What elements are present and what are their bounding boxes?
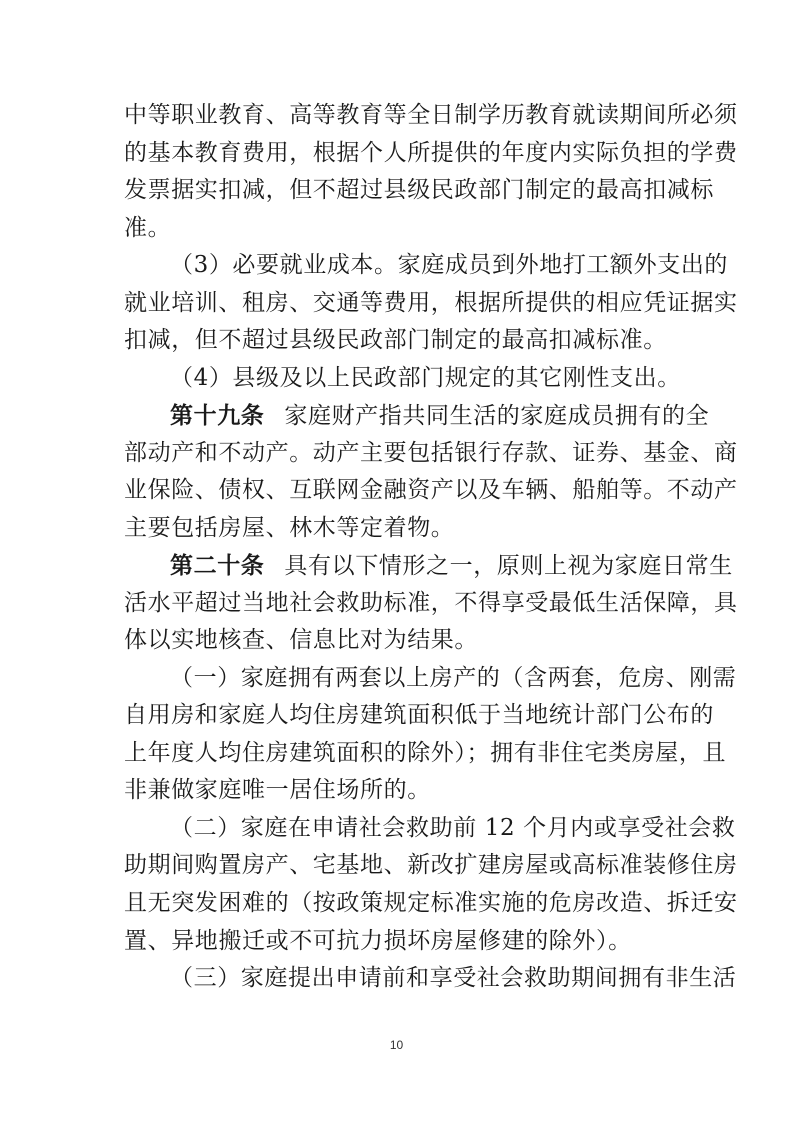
- text-line: （一）家庭拥有两套以上房产的（含两套，危房、刚需: [170, 664, 737, 691]
- article-heading: 第十九条: [170, 402, 265, 430]
- text-line: 非兼做家庭唯一居住场所的。: [124, 777, 431, 804]
- text-line: 扣减，但不超过县级民政部门制定的最高扣减标准。: [124, 327, 667, 354]
- text-line: 置、异地搬迁或不可抗力损坏房屋修建的除外）。: [124, 927, 632, 954]
- text-line: （3）必要就业成本。家庭成员到外地打工额外支出的: [170, 252, 729, 279]
- text-line: 体以实地核查、信息比对为结果。: [124, 627, 478, 654]
- text-line: 自用房和家庭人均住房建筑面积低于当地统计部门公布的: [124, 702, 714, 729]
- text-line: 发票据实扣减，但不超过县级民政部门制定的最高扣减标: [124, 177, 714, 203]
- text-line: 具有以下情形之一，原则上视为家庭日常生: [284, 553, 733, 580]
- text-line: （4）县级及以上民政部门规定的其它刚性支出。: [170, 364, 681, 391]
- text-line: 家庭财产指共同生活的家庭成员拥有的全: [284, 403, 710, 430]
- text-line: 主要包括房屋、林木等定着物。: [124, 514, 455, 541]
- text-line: 上年度人均住房建筑面积的除外）；拥有非住宅类房屋，且: [124, 739, 727, 766]
- text-line: 活水平超过当地社会救助标准，不得享受最低生活保障，具: [124, 589, 738, 616]
- text-line: （三）家庭提出申请前和享受社会救助期间拥有非生活: [170, 965, 737, 991]
- page-number: 10: [389, 1038, 404, 1052]
- text-line: （二）家庭在申请社会救助前 12 个月内或享受社会救: [170, 814, 736, 841]
- text-line: 的基本教育费用，根据个人所提供的年度内实际负担的学费: [124, 139, 738, 166]
- text-line: 助期间购置房产、宅基地、新改扩建房屋或高标准装修住房: [124, 852, 738, 879]
- text-line: 业保险、债权、互联网金融资产以及车辆、船舶等。不动产: [124, 477, 738, 504]
- article-19-first-line: [170, 397, 710, 435]
- article-20-first-line: [170, 547, 733, 585]
- text-line: 中等职业教育、高等教育等全日制学历教育就读期间所必须: [124, 102, 738, 128]
- text-line: 且无突发困难的（按政策规定标准实施的危房改造、拆迁安: [124, 890, 738, 916]
- text-line: 准。: [124, 214, 172, 241]
- text-line: 部动产和不动产。动产主要包括银行存款、证券、基金、商: [124, 439, 738, 466]
- article-heading: 第二十条: [170, 552, 265, 580]
- text-line: 就业培训、租房、交通等费用，根据所提供的相应凭证据实: [124, 289, 738, 316]
